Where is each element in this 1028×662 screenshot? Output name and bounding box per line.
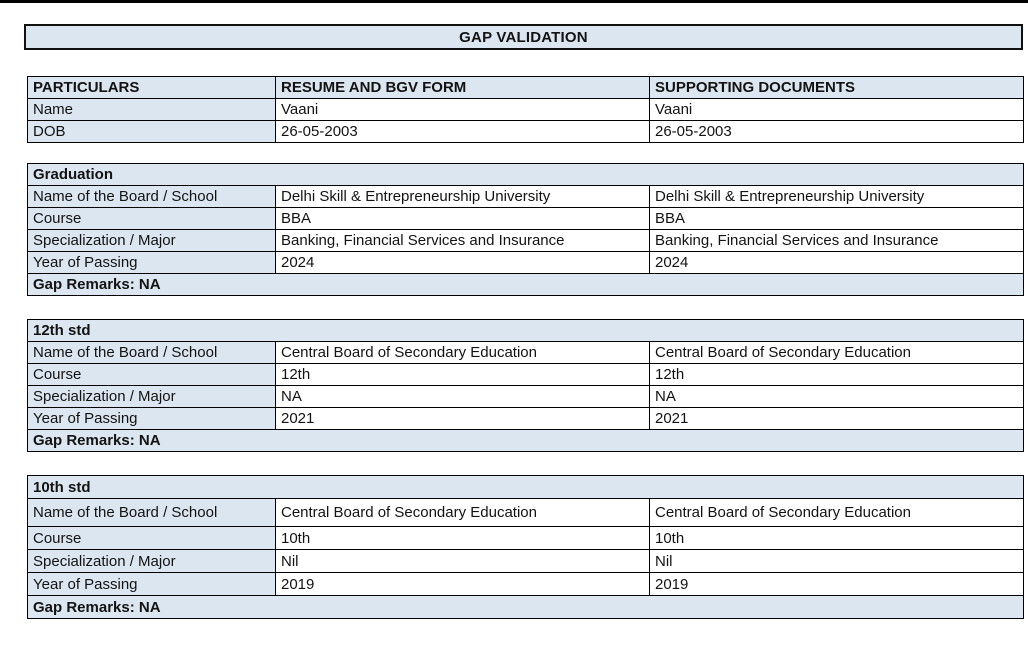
row-label-cell: Name: [28, 99, 276, 121]
gap-remarks-row: [28, 596, 1024, 619]
row-label-cell: Course: [28, 208, 276, 230]
resume-value-cell: 2024: [276, 252, 650, 274]
supporting-value-cell: NA: [650, 386, 1024, 408]
row-label-cell: Specialization / Major: [28, 386, 276, 408]
resume-value-cell: Central Board of Secondary Education: [276, 499, 650, 527]
supporting-value-cell: 10th: [650, 527, 1024, 550]
section-heading: 12th std: [28, 320, 1024, 342]
page-title: GAP VALIDATION: [24, 24, 1023, 50]
resume-value-cell: Banking, Financial Services and Insurance: [276, 230, 650, 252]
column-header-particulars: PARTICULARS: [28, 77, 276, 99]
table-row-specialization: [28, 550, 1024, 573]
supporting-value-cell: Delhi Skill & Entrepreneurship University: [650, 186, 1024, 208]
resume-value-cell: NA: [276, 386, 650, 408]
table-row-year: [28, 573, 1024, 596]
row-label-cell: Year of Passing: [28, 573, 276, 596]
section-graduation-table: [27, 163, 1024, 296]
table-row-specialization: [28, 230, 1024, 252]
candidate-info-table: [27, 76, 1024, 143]
row-label-cell: Course: [28, 364, 276, 386]
table-row-year: [28, 252, 1024, 274]
supporting-value-cell: 2021: [650, 408, 1024, 430]
section-heading-row: [28, 320, 1024, 342]
column-header-resume-bgv: RESUME AND BGV FORM: [276, 77, 650, 99]
resume-value-cell: Central Board of Secondary Education: [276, 342, 650, 364]
resume-value-cell: 12th: [276, 364, 650, 386]
resume-value-cell: 26-05-2003: [276, 121, 650, 143]
supporting-value-cell: Central Board of Secondary Education: [650, 342, 1024, 364]
supporting-value-cell: 2024: [650, 252, 1024, 274]
column-header-supporting-docs: SUPPORTING DOCUMENTS: [650, 77, 1024, 99]
row-label-cell: Specialization / Major: [28, 230, 276, 252]
section-heading-row: [28, 164, 1024, 186]
resume-value-cell: 2019: [276, 573, 650, 596]
supporting-value-cell: Banking, Financial Services and Insurance: [650, 230, 1024, 252]
gap-remarks-row: [28, 430, 1024, 452]
resume-value-cell: BBA: [276, 208, 650, 230]
section-heading: 10th std: [28, 476, 1024, 499]
supporting-value-cell: Vaani: [650, 99, 1024, 121]
row-label-cell: Year of Passing: [28, 252, 276, 274]
row-label-cell: Name of the Board / School: [28, 342, 276, 364]
section-heading: Graduation: [28, 164, 1024, 186]
section-10th-std-table: [27, 475, 1024, 619]
row-label-cell: Course: [28, 527, 276, 550]
section-12th-std-table: [27, 319, 1024, 452]
gap-remarks: Gap Remarks: NA: [28, 430, 1024, 452]
row-label-cell: Name of the Board / School: [28, 499, 276, 527]
info-header-row: [28, 77, 1024, 99]
section-heading-row: [28, 476, 1024, 499]
gap-remarks: Gap Remarks: NA: [28, 596, 1024, 619]
supporting-value-cell: 2019: [650, 573, 1024, 596]
table-row-year: [28, 408, 1024, 430]
table-row-specialization: [28, 386, 1024, 408]
resume-value-cell: 10th: [276, 527, 650, 550]
table-row-course: [28, 364, 1024, 386]
window-top-border: [0, 0, 1028, 3]
supporting-value-cell: Nil: [650, 550, 1024, 573]
table-row-course: [28, 208, 1024, 230]
supporting-value-cell: 26-05-2003: [650, 121, 1024, 143]
supporting-value-cell: 12th: [650, 364, 1024, 386]
gap-remarks-row: [28, 274, 1024, 296]
row-label-cell: Name of the Board / School: [28, 186, 276, 208]
resume-value-cell: Vaani: [276, 99, 650, 121]
supporting-value-cell: BBA: [650, 208, 1024, 230]
table-row-course: [28, 527, 1024, 550]
table-row-board: [28, 342, 1024, 364]
table-row-name: [28, 99, 1024, 121]
gap-remarks: Gap Remarks: NA: [28, 274, 1024, 296]
table-row-board: [28, 499, 1024, 527]
resume-value-cell: Nil: [276, 550, 650, 573]
supporting-value-cell: Central Board of Secondary Education: [650, 499, 1024, 527]
row-label-cell: Year of Passing: [28, 408, 276, 430]
row-label-cell: DOB: [28, 121, 276, 143]
table-row-dob: [28, 121, 1024, 143]
resume-value-cell: 2021: [276, 408, 650, 430]
resume-value-cell: Delhi Skill & Entrepreneurship University: [276, 186, 650, 208]
table-row-board: [28, 186, 1024, 208]
row-label-cell: Specialization / Major: [28, 550, 276, 573]
